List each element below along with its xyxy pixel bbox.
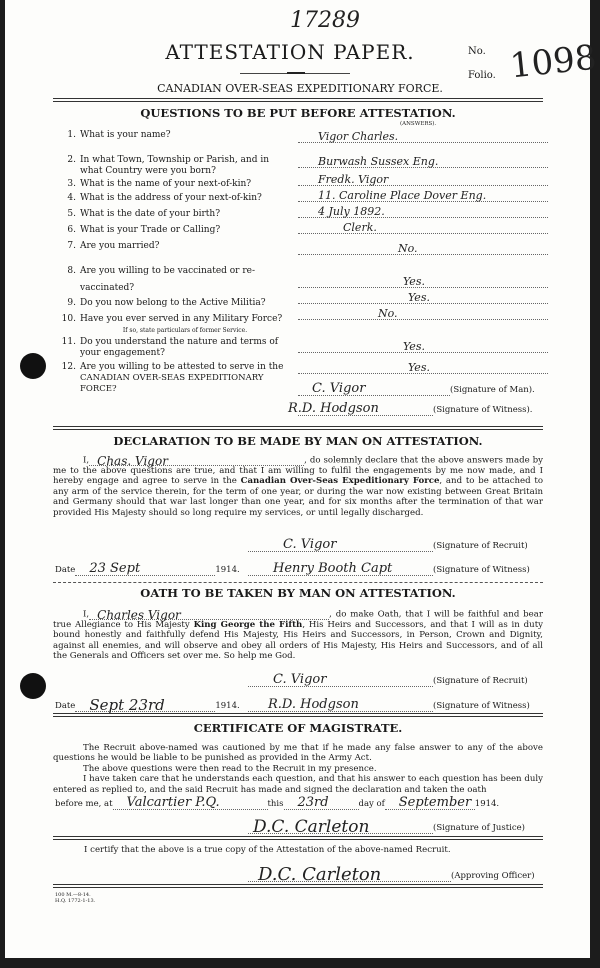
questions-divider: [53, 426, 543, 430]
magistrate-place-date-line: before me, at Valcartier P.Q. this 23rd day of September 1914.: [55, 795, 500, 810]
answer-5: 4 July 1892.: [298, 206, 548, 218]
question-3: 3. What is the name of your next-of-kin?: [67, 179, 252, 189]
signature-of-witness: R.D. Hodgson: [288, 401, 379, 416]
approving-officer-signature: D.C. Carleton: [258, 864, 382, 885]
question-5: 5. What is the date of your birth?: [67, 209, 221, 219]
answer-12: Yes.: [298, 362, 548, 374]
questions-heading: QUESTIONS TO BE PUT BEFORE ATTESTATION.: [140, 106, 456, 120]
signature-of-witness-line: [288, 401, 533, 416]
signature-of-man-line: [298, 381, 535, 396]
oath-divider: [53, 713, 543, 717]
question-1: 1. What is your name?: [67, 130, 171, 140]
question-4: 4. What is the address of your next-of-kin?: [67, 193, 262, 203]
question-9: 9. Do you now belong to the Active Militia?: [67, 298, 266, 308]
oath-recruit-signature-line: [248, 672, 528, 687]
magistrate-heading: CERTIFICATE OF MAGISTRATE.: [193, 721, 403, 735]
declaration-date-label: Date: [55, 565, 76, 575]
question-8: 8. Are you willing to be vaccinated or re- vaccinated?: [67, 266, 256, 293]
declaration-recruit-label: (Signature of Recruit): [433, 541, 528, 551]
magistrate-text: The Recruit above-named was cautioned by me that if he made any false answer to any of the above questions he would be liable to be punished as provided in the Army Act. The above questions were then read to the Recruit in my presence. I have taken care that he understands each question, and that his answer to each question has been duly entered as replied to, and the said Recruit has made and signed the declaration and taken the oath: [53, 743, 543, 795]
declaration-witness-label: (Signature of Witness): [433, 565, 530, 575]
declaration-name: Chas. Vigor: [97, 453, 168, 468]
oath-heading: OATH TO BE TAKEN BY MAN ON ATTESTATION.: [140, 586, 456, 600]
answer-7: No.: [298, 243, 548, 255]
document-subtitle: CANADIAN OVER-SEAS EXPEDITIONARY FORCE.: [157, 82, 443, 95]
oath-witness-signature-line: [248, 697, 530, 712]
answers-label: (ANSWERS).: [400, 121, 437, 127]
approving-officer-signature-line: [248, 864, 535, 885]
file-number: 17289: [290, 8, 360, 33]
declaration-recruit-signature: C. Vigor: [283, 537, 337, 552]
oath-witness-label: (Signature of Witness): [433, 701, 530, 711]
oath-recruit-signature: C. Vigor: [273, 672, 327, 687]
declaration-date: 23 Sept: [89, 561, 141, 576]
answer-6: Clerk.: [298, 222, 548, 234]
question-6: 6. What is your Trade or Calling?: [67, 225, 221, 235]
oath-name: Charles Vigor: [97, 607, 181, 622]
answer-8: Yes.: [298, 276, 548, 288]
document-title: ATTESTATION PAPER.: [165, 40, 415, 64]
binder-hole: [20, 673, 46, 699]
oath-date-label: Date: [55, 701, 76, 711]
magistrate-day: 23rd: [297, 795, 329, 810]
justice-signature-line: [248, 817, 525, 837]
question-10: 10. Have you ever served in any Military Force? If so, state particulars of former Service.: [61, 314, 283, 334]
declaration-date-line: [55, 561, 240, 576]
certification-divider: [53, 884, 543, 888]
answer-3: Fredk. Vigor: [298, 174, 548, 186]
certification-text: I certify that the above is a true copy of the Attestation of the above-named Recruit.: [84, 845, 451, 855]
justice-label: (Signature of Justice): [433, 823, 525, 833]
header-divider: [53, 98, 543, 102]
no-label: No.: [468, 46, 486, 57]
declaration-witness-signature-line: [248, 561, 530, 576]
signature-of-man-label: (Signature of Man).: [450, 385, 535, 395]
justice-signature: D.C. Carleton: [253, 817, 370, 837]
magistrate-month: September: [398, 795, 472, 810]
folio-number: 1098: [508, 37, 599, 87]
question-7: 7. Are you married?: [67, 241, 160, 251]
declaration-recruit-signature-line: [248, 537, 528, 552]
oath-date: Sept 23rd: [89, 696, 165, 714]
oath-date-line: [55, 696, 240, 714]
signature-of-witness-label: (Signature of Witness).: [433, 405, 533, 415]
magistrate-divider: [53, 836, 543, 840]
approving-officer-label: (Approving Officer): [451, 871, 535, 881]
folio-label: Folio.: [468, 70, 496, 81]
answer-9: Yes.: [298, 292, 548, 304]
declaration-text: I, Chas. Vigor , do solemnly declare that the above answers made by me to the above questions are true, and that I am willing to fulfil the engagements by me now made, and I hereby engage and agree to serve in the Canadian Over-Seas Expeditionary Force, and to be attached to any arm of the service therein, for the term of one year, or during the war now existing between Great Britain and Germany should that war last longer than one year, and for six months after the termination of that war provided His Majesty should so long require my services, or until legally discharged.: [53, 453, 544, 518]
binder-hole: [20, 353, 46, 379]
answer-4: 11. Caroline Place Dover Eng.: [298, 190, 548, 202]
magistrate-place: Valcartier P.Q.: [126, 795, 220, 810]
signature-of-man: C. Vigor: [312, 381, 366, 396]
oath-year: 1914.: [215, 701, 240, 711]
form-code: 100 M.—8-14. H.Q. 1772-1-13.: [55, 892, 96, 904]
answer-11: Yes.: [298, 341, 548, 353]
question-2: 2. In what Town, Township or Parish, and in what Country were you born?: [67, 155, 270, 176]
title-underline-accent: [287, 72, 305, 74]
oath-recruit-label: (Signature of Recruit): [433, 676, 528, 686]
answer-2: Burwash Sussex Eng.: [298, 156, 548, 168]
oath-text: I, Charles Vigor , do make Oath, that I will be faithful and bear true Allegiance to His Majesty King George the Fifth, His Heirs and Successors, and that I will as in duty bound honestly and faithfully defend His Majesty, His Heirs and Successors, in Person, Crown and Dignity, against all enemies, and will observe and obey all orders of His Majesty, His Heirs and Successors, and of all the Generals and Officers set over me. So help me God.: [53, 607, 543, 662]
declaration-witness-signature: Henry Booth Capt: [273, 561, 393, 576]
question-11: 11. Do you understand the nature and terms of your engagement?: [61, 337, 279, 358]
answer-1: Vigor Charles.: [298, 131, 548, 143]
declaration-divider: [53, 582, 543, 583]
declaration-heading: DECLARATION TO BE MADE BY MAN ON ATTESTATION.: [113, 434, 483, 448]
oath-witness-signature: R.D. Hodgson: [268, 697, 359, 712]
declaration-year: 1914.: [215, 565, 240, 575]
question-12: 12. Are you willing to be attested to serve in the CANADIAN OVER-SEAS EXPEDITIONARY FORCE?: [61, 362, 284, 394]
answer-10: No.: [298, 308, 548, 320]
